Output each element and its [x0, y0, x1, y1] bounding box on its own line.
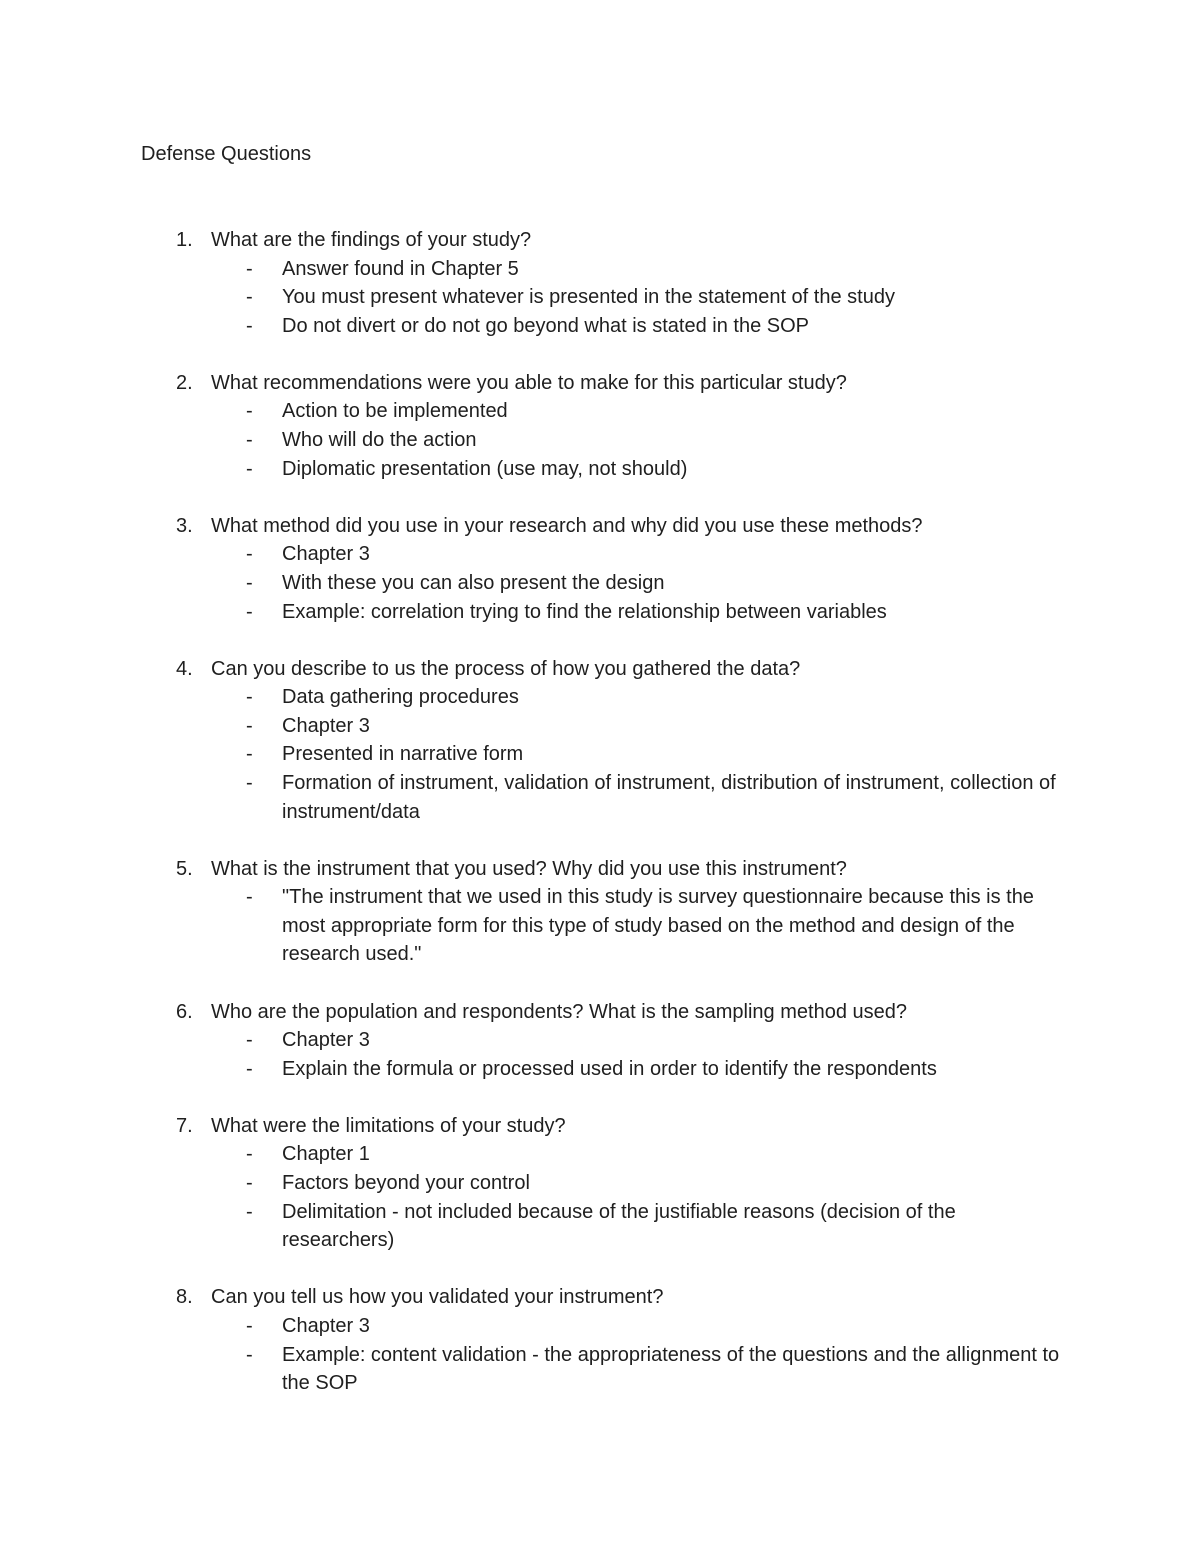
answer-item: [0, 683, 1200, 712]
dash-bullet: -: [246, 543, 253, 566]
question-text: What recommendations were you able to make for this particular study?: [211, 371, 847, 394]
answer-item: [0, 1312, 1200, 1341]
question-item: [0, 369, 1200, 483]
answer-item: [0, 1341, 1200, 1398]
question-text: What were the limitations of your study?: [211, 1114, 566, 1137]
answer-list: [0, 683, 1200, 826]
dash-bullet: -: [246, 600, 253, 623]
answer-text: Action to be implemented: [282, 400, 508, 423]
answer-text: Chapter 3: [282, 1314, 370, 1337]
question-number: 4.: [176, 657, 193, 680]
question-list: [0, 226, 1200, 1426]
question-row: [0, 512, 1200, 541]
question-item: [0, 855, 1200, 969]
question-number: 5.: [176, 857, 193, 880]
answer-text: Data gathering procedures: [282, 686, 519, 709]
question-item: [0, 512, 1200, 626]
question-row: [0, 1283, 1200, 1312]
question-text: Can you describe to us the process of how you gathered the data?: [211, 657, 801, 680]
question-number: 1.: [176, 229, 193, 251]
answer-text: Diplomatic presentation (use may, not should): [282, 457, 688, 480]
answer-list: [0, 540, 1200, 626]
question-row: [0, 1112, 1200, 1141]
dash-bullet: -: [246, 257, 253, 280]
dash-bullet: -: [246, 1343, 253, 1366]
dash-bullet: -: [246, 772, 253, 794]
dash-bullet: -: [246, 1172, 253, 1195]
question-row: [0, 655, 1200, 684]
answer-text: Explain the formula or processed used in order to identify the respondents: [282, 1057, 937, 1080]
answer-text: Presented in narrative form: [282, 743, 524, 766]
answer-text: Example: content validation - the appropriateness of the questions and the allignment to the SOP: [282, 1343, 1060, 1395]
question-item: [0, 655, 1200, 827]
dash-bullet: -: [246, 429, 253, 452]
answer-item: [0, 712, 1200, 741]
answer-text: Chapter 3: [282, 714, 370, 737]
answer-item: [0, 1055, 1200, 1084]
answer-list: [0, 1026, 1200, 1083]
answer-item: [0, 397, 1200, 426]
dash-bullet: -: [246, 686, 253, 709]
answer-text: Do not divert or do not go beyond what is stated in the SOP: [282, 314, 809, 337]
dash-bullet: -: [246, 1143, 253, 1166]
dash-bullet: -: [246, 314, 253, 337]
dash-bullet: -: [246, 1314, 253, 1337]
answer-item: [0, 255, 1200, 284]
answer-item: [0, 883, 1200, 969]
answer-list: [0, 255, 1200, 341]
answer-item: [0, 598, 1200, 627]
dash-bullet: -: [246, 571, 253, 594]
dash-bullet: -: [246, 457, 253, 480]
answer-list: [0, 1312, 1200, 1398]
answer-text: Factors beyond your control: [282, 1172, 530, 1195]
answer-text: Delimitation - not included because of the justifiable reasons (decision of the researchers): [282, 1200, 956, 1252]
answer-list: [0, 883, 1200, 969]
question-number: 2.: [176, 371, 193, 394]
answer-text: "The instrument that we used in this study is survey questionnaire because this is the most appropriate form for this type of study based on the method and design of the research used.": [282, 886, 1034, 966]
answer-text: Answer found in Chapter 5: [282, 257, 519, 280]
answer-item: [0, 1169, 1200, 1198]
dash-bullet: -: [246, 286, 253, 309]
answer-text: With these you can also present the design: [282, 571, 665, 594]
question-row: [0, 998, 1200, 1027]
answer-text: Who will do the action: [282, 429, 477, 452]
answer-item: [0, 426, 1200, 455]
dash-bullet: -: [246, 400, 253, 423]
question-number: 7.: [176, 1114, 193, 1137]
answer-item: [0, 1140, 1200, 1169]
dash-bullet: -: [246, 1200, 253, 1223]
dash-bullet: -: [246, 1057, 253, 1080]
question-text: What method did you use in your research and why did you use these methods?: [211, 514, 923, 537]
question-item: [0, 226, 1200, 340]
question-item: [0, 1283, 1200, 1397]
dash-bullet: -: [246, 714, 253, 737]
answer-item: [0, 455, 1200, 484]
answer-item: [0, 1198, 1200, 1255]
question-text: What is the instrument that you used? Why did you use this instrument?: [211, 857, 847, 880]
dash-bullet: -: [246, 886, 253, 909]
answer-text: Chapter 1: [282, 1143, 370, 1166]
answer-item: [0, 1026, 1200, 1055]
answer-text: You must present whatever is presented in the statement of the study: [282, 286, 895, 309]
question-number: 3.: [176, 514, 193, 537]
dash-bullet: -: [246, 1029, 253, 1052]
document-title: Defense Questions: [141, 143, 312, 165]
answer-text: Chapter 3: [282, 543, 370, 566]
question-text: Who are the population and respondents? What is the sampling method used?: [211, 1000, 907, 1023]
question-row: [0, 369, 1200, 398]
answer-text: Chapter 3: [282, 1029, 370, 1052]
answer-list: [0, 1140, 1200, 1254]
answer-item: [0, 769, 1200, 826]
question-item: [0, 1112, 1200, 1255]
answer-text: Formation of instrument, validation of instrument, distribution of instrument, collection of instrument/data: [282, 772, 1056, 823]
answer-item: [0, 740, 1200, 769]
question-text: What are the findings of your study?: [211, 229, 532, 251]
dash-bullet: -: [246, 743, 253, 766]
question-row: [0, 855, 1200, 884]
answer-item: [0, 312, 1200, 341]
question-text: Can you tell us how you validated your instrument?: [211, 1286, 664, 1309]
answer-list: [0, 397, 1200, 483]
answer-text: Example: correlation trying to find the relationship between variables: [282, 600, 887, 623]
question-item: [0, 998, 1200, 1084]
question-row: [0, 226, 1200, 255]
answer-item: [0, 540, 1200, 569]
answer-item: [0, 283, 1200, 312]
question-number: 6.: [176, 1000, 193, 1023]
question-number: 8.: [176, 1286, 193, 1309]
answer-item: [0, 569, 1200, 598]
